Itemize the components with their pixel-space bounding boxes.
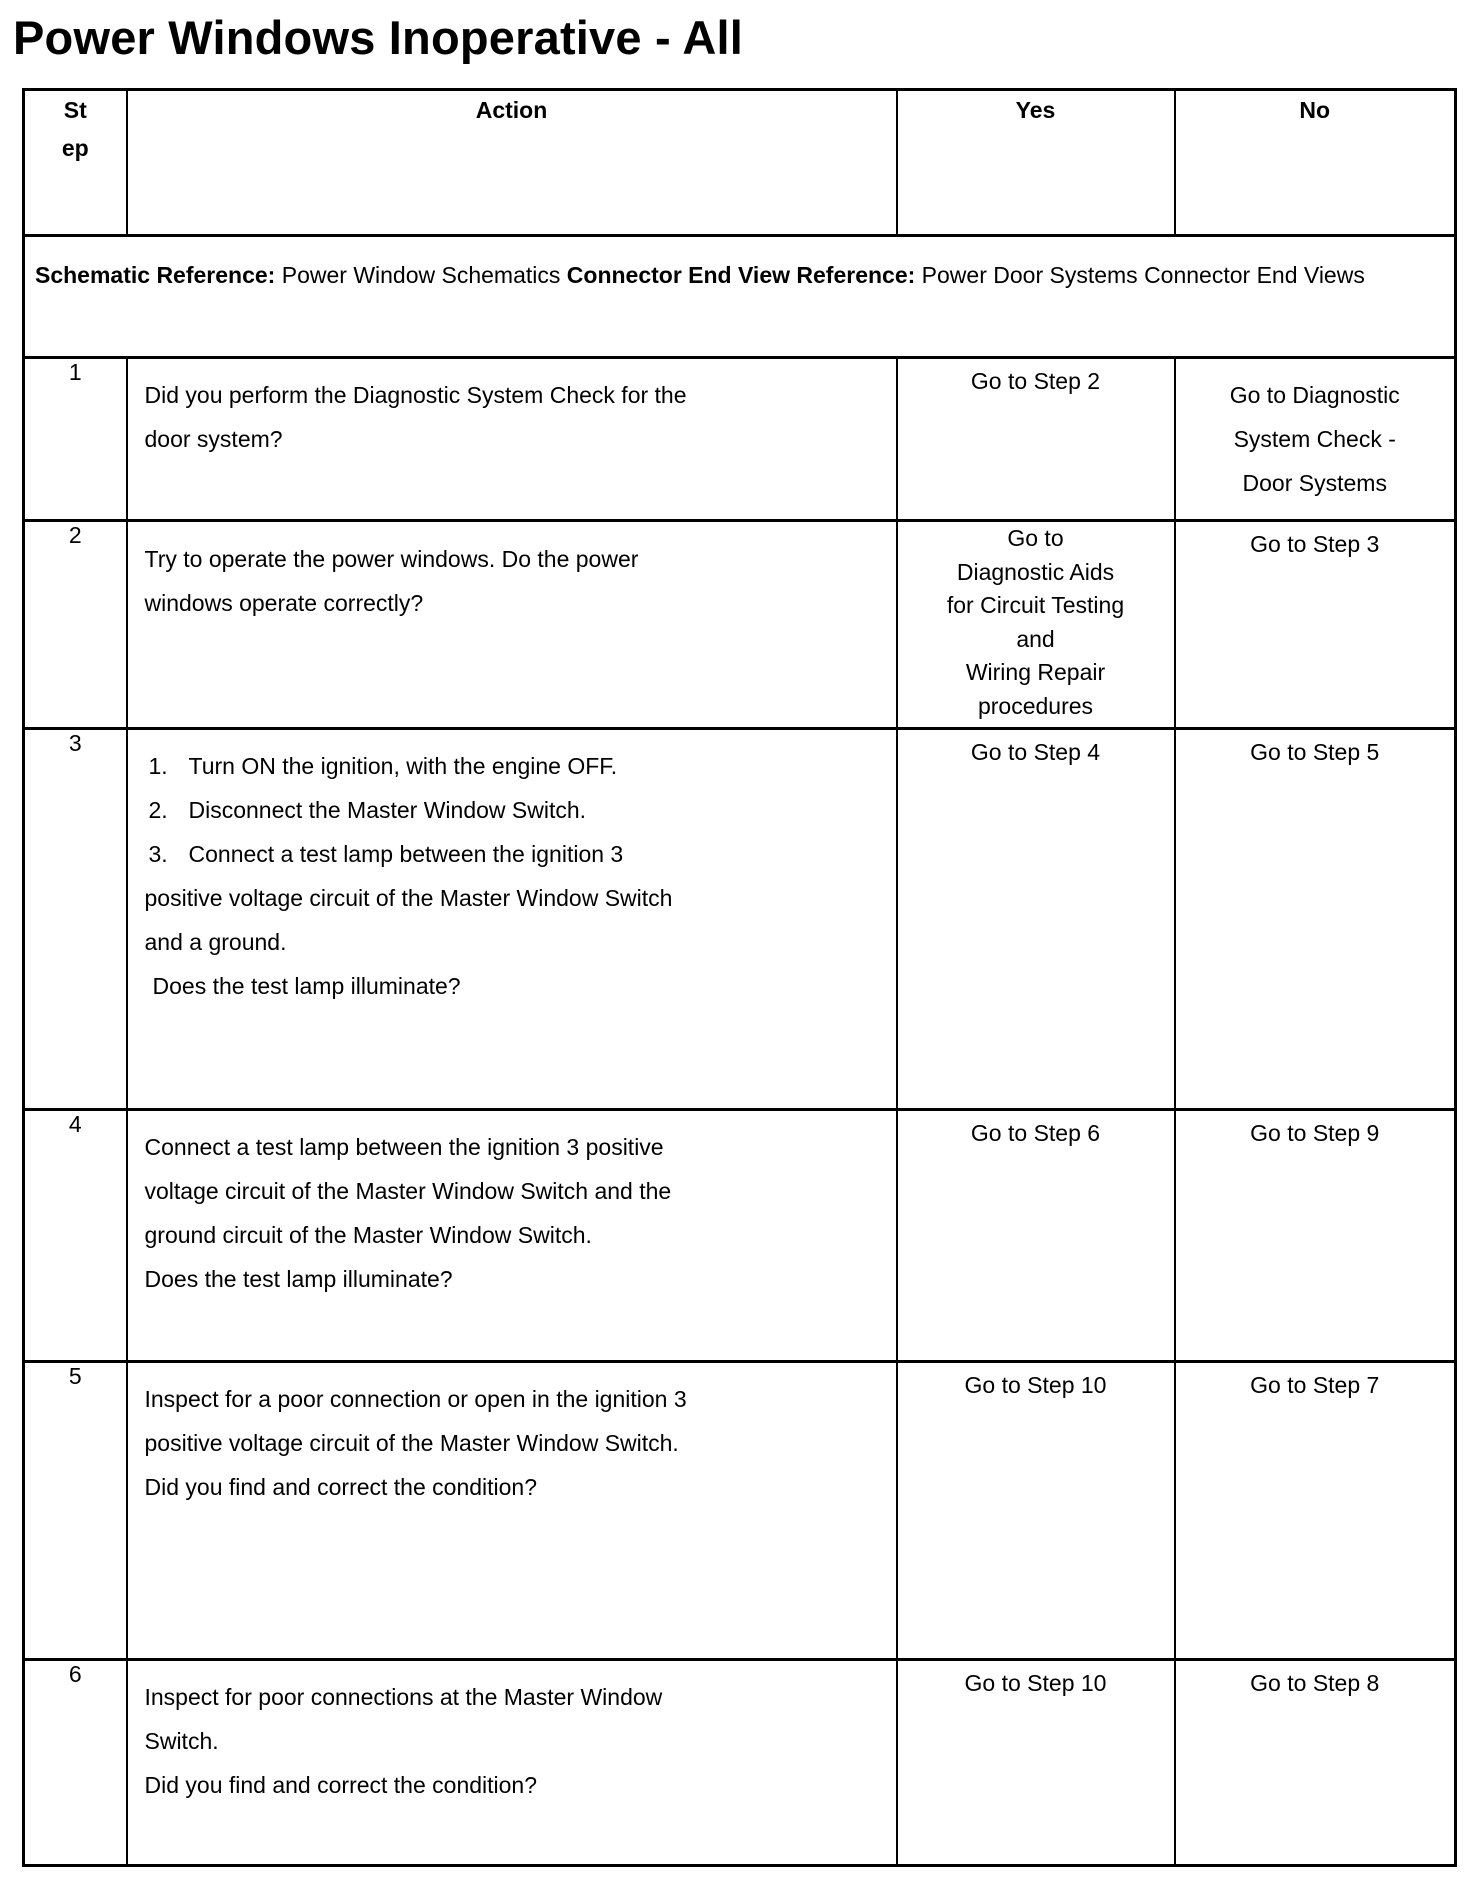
step-number: 1: [68, 359, 82, 385]
question: Does the test lamp illuminate?: [152, 973, 461, 999]
header-action: Action: [475, 97, 548, 123]
yes-line: Diagnostic Aids: [956, 558, 1115, 585]
no-line: Go to Diagnostic: [1229, 382, 1400, 408]
yes-link[interactable]: Go to Step 4: [970, 739, 1101, 765]
list-item: [145, 788, 886, 832]
action-line: positive voltage circuit of the Master Window Switch: [144, 885, 673, 911]
schematic-link[interactable]: Power Window Schematics: [281, 262, 561, 288]
list-item: [145, 744, 886, 788]
reference-row: [24, 236, 1456, 358]
reference-text: [25, 237, 1454, 298]
yes-link[interactable]: [898, 522, 1174, 723]
table-row: [24, 521, 1456, 729]
step-number: 3: [68, 730, 82, 756]
action-line: ground circuit of the Master Window Switch.: [144, 1222, 592, 1248]
yes-link[interactable]: Go to Step 2: [970, 368, 1101, 394]
yes-line: for Circuit Testing: [946, 592, 1125, 618]
action-line: voltage circuit of the Master Window Switch and the: [144, 1178, 672, 1204]
header-step: [25, 91, 126, 179]
action-line: Connect a test lamp between the ignition 3 positive: [144, 1134, 664, 1160]
yes-link[interactable]: Go to Step 10: [964, 1372, 1107, 1398]
action-line: windows operate correctly?: [144, 590, 424, 616]
action-line: Try to operate the power windows. Do the power: [144, 546, 639, 572]
list-text: Turn ON the ignition, with the engine OFF.: [188, 753, 618, 779]
header-row: [24, 90, 1456, 236]
schematic-label: Schematic Reference:: [35, 262, 276, 288]
header-step-line: St: [63, 97, 87, 123]
list-item: [145, 832, 886, 876]
action-line: Did you perform the Diagnostic System Check for the: [144, 382, 687, 408]
page-title: Power Windows Inoperative - All: [13, 11, 744, 64]
list-number: 3.: [148, 841, 168, 867]
question: Did you find and correct the condition?: [144, 1474, 538, 1500]
no-link[interactable]: Go to Step 5: [1250, 739, 1380, 765]
yes-line: Go to: [1007, 525, 1064, 551]
action-line: and a ground.: [144, 929, 287, 955]
question: Does the test lamp illuminate?: [144, 1266, 453, 1292]
table-row: [24, 1362, 1456, 1660]
table-row: [24, 1660, 1456, 1866]
step-number: 6: [68, 1661, 82, 1687]
header-no: No: [1299, 97, 1331, 123]
no-line: System Check -: [1233, 426, 1396, 452]
no-link[interactable]: [1176, 359, 1455, 505]
table-row: [24, 358, 1456, 521]
table-row: [24, 1110, 1456, 1362]
table-row: [24, 729, 1456, 1110]
no-link[interactable]: Go to Step 3: [1250, 531, 1380, 557]
no-link[interactable]: Go to Step 7: [1250, 1372, 1380, 1398]
list-number: 1.: [148, 753, 168, 779]
action-line: Inspect for poor connections at the Master Window: [144, 1684, 663, 1710]
no-link[interactable]: Go to Step 9: [1250, 1120, 1380, 1146]
diagnostic-table: [22, 88, 1457, 1867]
step-number: 5: [68, 1363, 82, 1389]
yes-line: procedures: [977, 692, 1094, 719]
action-line: Switch.: [144, 1728, 219, 1754]
no-link[interactable]: Go to Step 8: [1250, 1670, 1380, 1696]
step-number: 4: [68, 1111, 82, 1137]
header-step-line: ep: [61, 135, 89, 161]
connector-link[interactable]: Power Door Systems Connector End Views: [921, 262, 1365, 288]
yes-link[interactable]: Go to Step 6: [970, 1120, 1101, 1146]
list-number: 2.: [148, 797, 168, 823]
action-line: positive voltage circuit of the Master Window Switch.: [144, 1430, 679, 1456]
step-number: 2: [68, 522, 82, 548]
action-cell: [128, 359, 896, 461]
yes-link[interactable]: Go to Step 10: [964, 1670, 1107, 1696]
action-line: Inspect for a poor connection or open in the ignition 3: [144, 1386, 687, 1412]
action-line: door system?: [144, 426, 283, 452]
list-text: Connect a test lamp between the ignition 3: [188, 841, 624, 867]
no-line: Door Systems: [1242, 470, 1387, 496]
question: Did you find and correct the condition?: [144, 1772, 538, 1798]
yes-line: Wiring Repair: [965, 659, 1106, 685]
connector-label: Connector End View Reference:: [566, 262, 916, 288]
yes-line: and: [1016, 625, 1055, 652]
header-yes: Yes: [1015, 97, 1056, 123]
list-text: Disconnect the Master Window Switch.: [188, 797, 587, 823]
